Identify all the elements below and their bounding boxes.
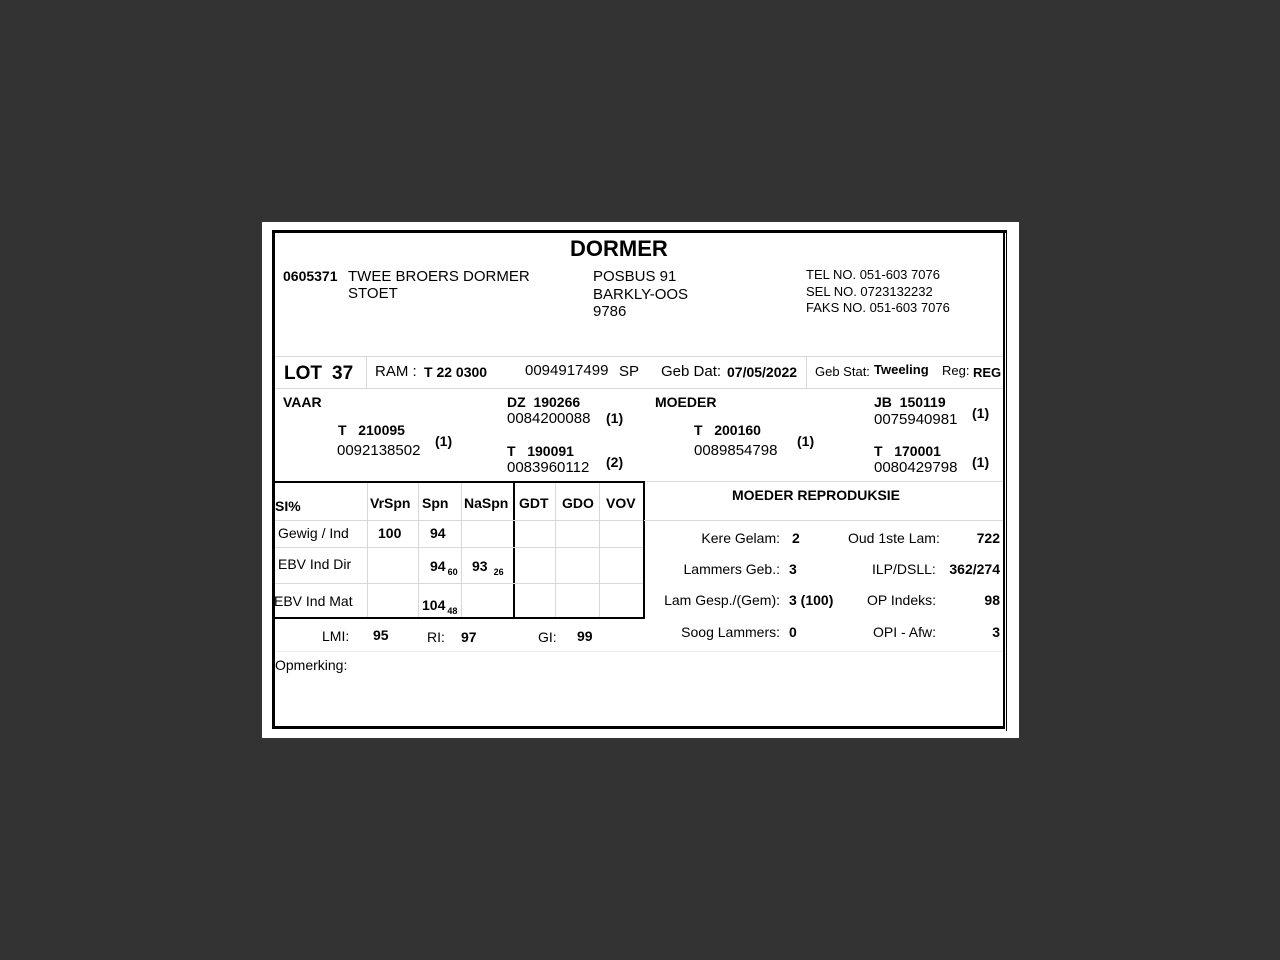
si-header-si: SI%	[275, 498, 301, 514]
lot-label: LOT	[284, 363, 322, 384]
frame-border-right	[1003, 230, 1005, 729]
repro-value-lam-gesp: 3 (100)	[789, 592, 834, 608]
frame-border-bottom	[272, 726, 1005, 729]
breeder-name-line2: STOET	[348, 285, 398, 302]
repro-label-oud-1ste-lam: Oud 1ste Lam:	[848, 530, 940, 546]
frame-border-top	[273, 230, 1007, 233]
si-table-bottom-border	[273, 617, 645, 619]
ram-reg-number: 0094917499	[525, 362, 609, 379]
repro-label-op-indeks: OP Indeks:	[867, 592, 937, 608]
si-cell-spn	[430, 558, 458, 577]
si-cell-naspn	[472, 558, 504, 577]
repro-label-ilp-dsll: ILP/DSLL:	[872, 561, 936, 577]
repro-value-oud-1ste-lam: 722	[976, 530, 1000, 546]
dam-dam-code: (1)	[972, 454, 990, 470]
si-header-vrspn: VrSpn	[370, 495, 411, 511]
si-cell-naspn-accuracy: 26	[493, 567, 504, 577]
si-grid-row2	[275, 547, 643, 548]
repro-label-soog-lammers: Soog Lammers:	[681, 624, 780, 640]
dam-number: 0089854798	[694, 442, 778, 459]
reg-label: Reg:	[942, 363, 970, 378]
si-cell-spn-accuracy: 48	[447, 606, 458, 616]
dam-reproduction-title: MOEDER REPRODUKSIE	[732, 487, 901, 503]
ram-label: RAM :	[375, 363, 417, 380]
sire-id: T 210095	[338, 422, 405, 438]
repro-value-soog-lammers: 0	[789, 624, 797, 640]
lmi-label: LMI:	[322, 628, 350, 644]
repro-value-opi-afw: 3	[992, 624, 1000, 640]
breeder-name-line1: TWEE BROERS DORMER	[348, 268, 530, 285]
si-cell-naspn-value: 93	[472, 558, 488, 574]
si-grid-row3	[275, 583, 643, 584]
ri-label: RI:	[427, 629, 445, 645]
si-row-label: Gewig / Ind	[278, 525, 349, 541]
si-cell-spn: 94	[430, 525, 446, 541]
dam-dam-id: T 170001	[874, 443, 941, 459]
dam-sire-code: (1)	[972, 405, 990, 421]
reg-value: REG	[973, 365, 1002, 380]
repro-value-lammers-geb: 3	[789, 561, 797, 577]
frame-border-left	[272, 230, 275, 729]
si-grid-row1	[275, 520, 643, 521]
repro-value-op-indeks: 98	[984, 592, 1000, 608]
dam-id: T 200160	[694, 422, 761, 438]
divider-date-status	[806, 357, 807, 388]
si-grid-col5	[555, 483, 556, 617]
contact-faks: FAKS NO. 051-603 7076	[806, 300, 950, 315]
address-line3: 9786	[593, 303, 627, 320]
si-row-label: EBV Ind Mat	[274, 593, 353, 609]
dam-sire-id: JB 150119	[874, 394, 946, 410]
si-cell-spn-accuracy: 60	[447, 567, 458, 577]
birth-status: Tweeling	[874, 362, 929, 377]
sire-dam-number: 0083960112	[507, 459, 590, 476]
si-cell-vrspn: 100	[378, 525, 402, 541]
si-row-label: EBV Ind Dir	[278, 556, 352, 572]
repro-value-ilp-dsll: 362/274	[949, 561, 1000, 577]
ram-id: T 22 0300	[424, 364, 488, 380]
repro-label-kere-gelam: Kere Gelam:	[701, 530, 780, 546]
breeder-number: 0605371	[283, 268, 338, 284]
dam-sire-number: 0075940981	[874, 411, 958, 428]
dam-dam-number: 0080429798	[874, 459, 958, 476]
ram-suffix: SP	[619, 363, 640, 380]
address-line1: POSBUS 91	[593, 268, 677, 285]
contact-sel: SEL NO. 0723132232	[806, 284, 933, 299]
lot-number: 37	[332, 363, 354, 384]
si-cell-spn	[422, 597, 458, 616]
remarks-label: Opmerking:	[275, 657, 348, 673]
si-cell-spn-value: 104	[422, 597, 446, 613]
birth-date: 07/05/2022	[727, 364, 798, 380]
divider-lot-ram	[366, 357, 367, 388]
sire-sire-id: DZ 190266	[507, 394, 581, 410]
ri-value: 97	[461, 629, 477, 645]
repro-label-opi-afw: OPI - Afw:	[873, 624, 937, 640]
divider-reproduction-title	[644, 520, 1003, 521]
si-header-vov: VOV	[606, 495, 636, 511]
si-header-naspn: NaSpn	[464, 495, 509, 511]
si-header-gdt: GDT	[519, 495, 549, 511]
divider-lot-bottom	[275, 388, 1003, 389]
address-line2: BARKLY-OOS	[593, 286, 689, 303]
si-header-spn: Spn	[422, 495, 449, 511]
si-cell-spn-value: 94	[430, 558, 446, 574]
dam-code: (1)	[797, 433, 815, 449]
lmi-value: 95	[373, 627, 389, 643]
repro-label-lammers-geb: Lammers Geb.:	[683, 561, 780, 577]
birth-status-label: Geb Stat:	[815, 364, 870, 379]
si-grid-col6	[599, 483, 600, 617]
breed-title: DORMER	[570, 236, 668, 261]
contact-tel: TEL NO. 051-603 7076	[806, 267, 940, 282]
divider-lot-top	[275, 356, 1003, 357]
dam-label: MOEDER	[655, 394, 717, 410]
si-grid-col3	[461, 483, 462, 617]
birth-date-label: Geb Dat:	[661, 363, 722, 380]
si-grid-col1	[367, 483, 368, 617]
si-grid-col2	[418, 483, 419, 617]
sire-dam-code: (2)	[606, 454, 624, 470]
gi-value: 99	[577, 628, 593, 644]
sire-sire-number: 0084200088	[507, 410, 591, 427]
sire-number: 0092138502	[337, 442, 421, 459]
repro-value-kere-gelam: 2	[792, 530, 800, 546]
divider-pedigree-bottom	[644, 481, 1003, 482]
frame-border-right-outer	[1006, 231, 1007, 731]
sire-code: (1)	[435, 433, 453, 449]
gi-label: GI:	[538, 629, 557, 645]
sire-dam-id: T 190091	[507, 443, 574, 459]
repro-label-lam-gesp: Lam Gesp./(Gem):	[664, 592, 780, 608]
si-table-top-border	[273, 481, 645, 483]
si-header-gdo: GDO	[562, 495, 594, 511]
si-table-group-divider	[513, 481, 515, 619]
sire-sire-code: (1)	[606, 410, 624, 426]
divider-remarks	[275, 651, 1003, 652]
sire-label: VAAR	[283, 394, 322, 410]
